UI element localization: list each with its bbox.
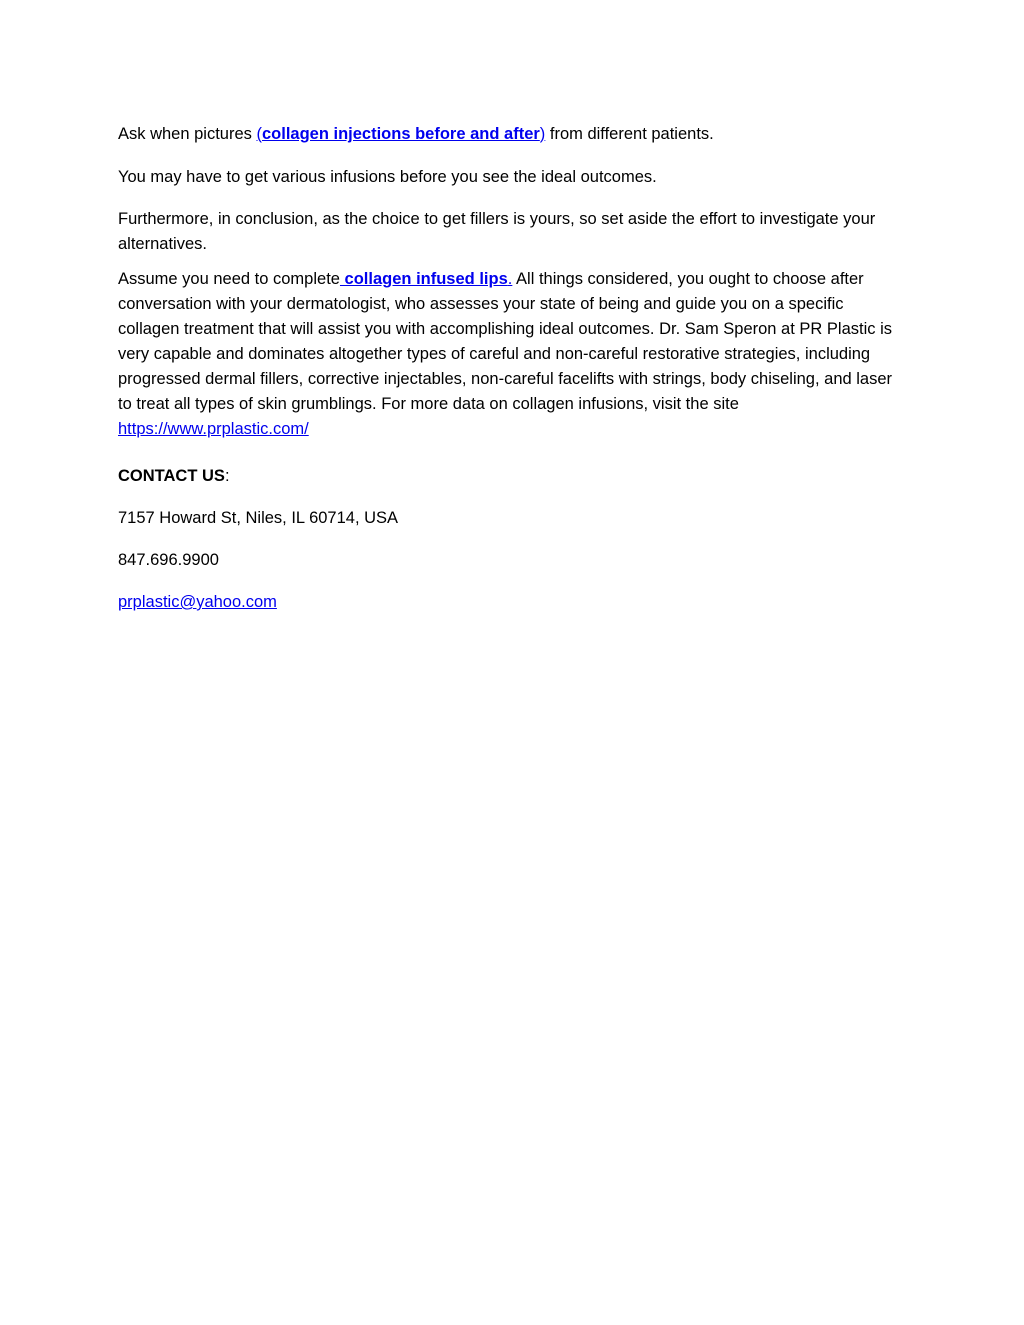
p1-text-after: from different patients. xyxy=(545,125,714,143)
paragraph-conclusion: Furthermore, in conclusion, as the choice to get fillers is yours, so set aside the effort to investigate your alternatives. xyxy=(118,210,876,253)
paragraph-before-after-pictures xyxy=(118,122,908,147)
before-after-link-close: ) xyxy=(539,125,546,143)
contact-address: 7157 Howard St, Niles, IL 60714, USA xyxy=(118,509,399,527)
before-after-link-open: ( xyxy=(256,125,262,143)
contact-heading-line xyxy=(118,464,908,489)
paragraph-infusions: You may have to get various infusions before you see the ideal outcomes. xyxy=(118,168,657,186)
collagen-lips-link-dot: . xyxy=(507,270,513,288)
collagen-lips-link-text: collagen infused lips xyxy=(339,270,508,288)
contact-email-line xyxy=(118,590,908,615)
contact-email-link[interactable]: prplastic@yahoo.com xyxy=(118,593,277,611)
before-after-link-text: collagen injections before and after xyxy=(261,125,540,143)
p1-text-before: Ask when pictures xyxy=(118,125,257,143)
paragraph-collagen-lips xyxy=(118,267,908,442)
site-link[interactable]: https://www.prplastic.com/ xyxy=(118,420,309,438)
document-page xyxy=(118,122,908,615)
contact-phone: 847.696.9900 xyxy=(118,551,219,569)
contact-heading: CONTACT US xyxy=(118,467,225,485)
collagen-lips-link[interactable] xyxy=(340,270,512,288)
before-after-link[interactable] xyxy=(256,125,545,143)
contact-heading-colon: : xyxy=(224,467,230,485)
p4-text-before: Assume you need to complete xyxy=(118,270,340,288)
p4-text-after: All things considered, you ought to choose after conversation with your dermatologist, who assesses your state of being and guide you on a specific collagen treatment that will assist you with accomplishing ideal outcomes. Dr. Sam Speron at PR Plastic is very capable and dominates altogether types of careful and non-careful restorative strategies, including progressed dermal fillers, corrective injectables, non-careful facelifts with strings, body chiseling, and laser to treat all types of skin grumblings. For more data on collagen infusions, visit the site xyxy=(118,270,893,413)
